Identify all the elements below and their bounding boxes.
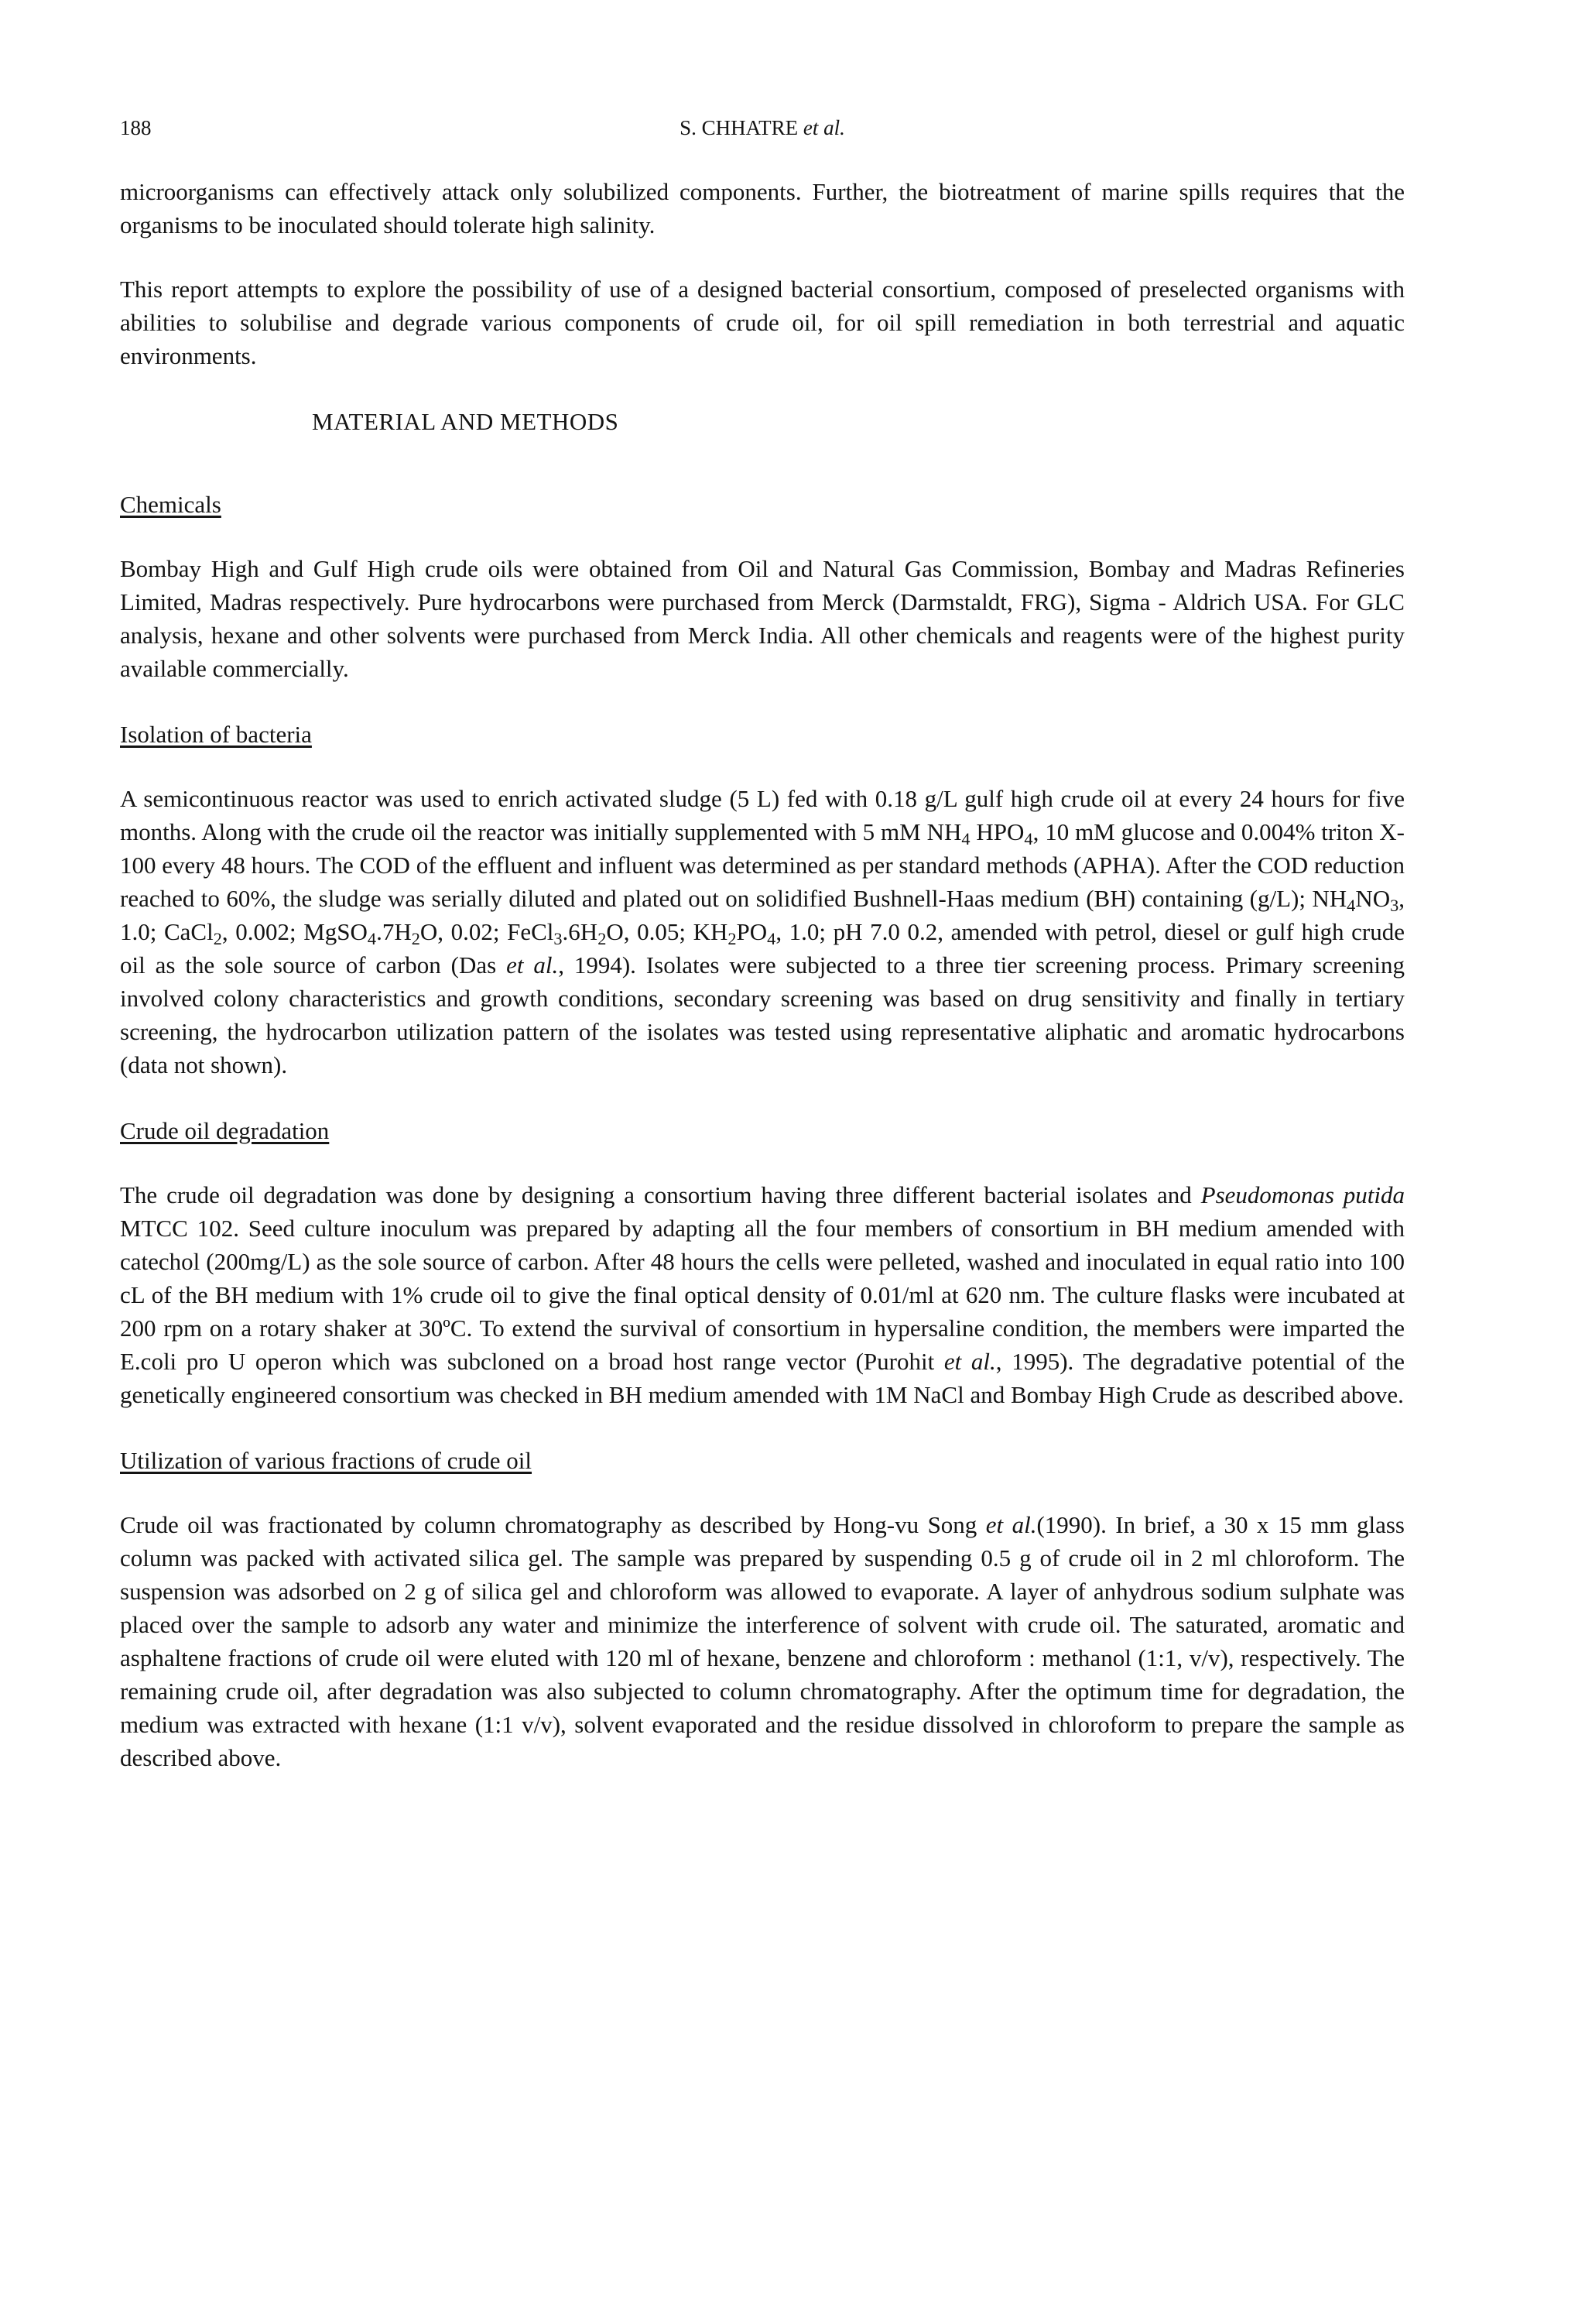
running-head-author <box>120 116 1405 139</box>
fractions-paragraph: Crude oil was fractionated by column chromatography as described by Hong-vu Song et al.(1990). In brief, a 30 x 15 mm glass column was packed with activated silica gel. The sample was prepared by suspending 0.5 g of crude oil in 2 ml chloroform. The suspension was adsorbed on 2 g of silica gel and chloroform was allowed to evaporate. A layer of anhydrous sodium sulphate was placed over the sample to adsorb any water and minimize the interference of solvent with crude oil. The saturated, aromatic and asphaltene fractions of crude oil were eluted with 120 ml of hexane, benzene and chloroform : methanol (1:1, v/v), respectively. The remaining crude oil, after degradation was also subjected to column chromatography. After the optimum time for degradation, the medium was extracted with hexane (1:1 v/v), solvent evaporated and the residue dissolved in chloroform to prepare the sample as described above. <box>120 1511 1405 1771</box>
page <box>120 116 1405 1774</box>
section-heading-methods: MATERIAL AND METHODS <box>312 408 619 435</box>
intro-paragraph-2: This report attempts to explore the possibility of use of a designed bacterial consortium, composed of preselected organisms with abilities to solubilise and degrade various components of crude oil, for oil spill remediation in both terrestrial and aquatic environments. <box>120 276 1405 369</box>
subheading-crude-oil-degradation: Crude oil degradation <box>120 1117 330 1144</box>
subheading-chemicals: Chemicals <box>120 491 221 518</box>
isolation-paragraph: A semicontinuous reactor was used to enrich activated sludge (5 L) fed with 0.18 g/L gulf high crude oil at every 24 hours for five months. Along with the crude oil the reactor was initially supplemented with 5 mM $NH_4$ $HPO_4$, 10 mM glucose and 0.004% triton X-100 every 48 hours. The COD of the effluent and influent was determined as per standard methods (APHA). After the COD reduction reached to 60%, the sludge was serially diluted and plated out on solidified Bushnell-Haas medium (BH) containing (g/L); $NH_4NO_3$, 1.0; CaCl$_2$, 0.002; $MgSO_4.7H_2O$, 0.02; $FeCl_3.6H_2O$, 0.05; $KH_2PO_4$, 1.0; pH 7.0 0.2, amended with petrol, diesel or gulf high crude oil as the sole source of carbon (Das et al., 1994). Isolates were subjected to a three tier screening process. Primary screening involved colony characteristics and growth conditions, secondary screening was based on drug sensitivity and finally in tertiary screening, the hydrocarbon utilization pattern of the isolates was tested using representative aliphatic and aromatic hydrocarbons (data not shown). <box>120 785 1405 1078</box>
running-head <box>120 116 1405 147</box>
page-number: 188 <box>120 116 152 139</box>
author-name: S. CHHATRE <box>680 116 799 139</box>
intro-paragraph-1: microorganisms can effectively attack only solubilized components. Further, the biotreatment of marine spills requires that the organisms to be inoculated should tolerate high salinity. <box>120 178 1405 238</box>
crude-oil-degradation-paragraph: The crude oil degradation was done by designing a consortium having three different bacterial isolates and Pseudomonas putida MTCC 102. Seed culture inoculum was prepared by adapting all the four members of consortium in BH medium amended with catechol (200mg/L) as the sole source of carbon. After 48 hours the cells were pelleted, washed and inoculated in equal ratio into 100 cL of the BH medium with 1% crude oil to give the final optical density of 0.01/ml at 620 nm. The culture flasks were incubated at 200 rpm on a rotary shaker at 30ºC. To extend the survival of consortium in hypersaline condition, the members were imparted the E.coli pro U operon which was subcloned on a broad host range vector (Purohit et al., 1995). The degradative potential of the genetically engineered consortium was checked in BH medium amended with 1M NaCl and Bombay High Crude as described above. <box>120 1181 1405 1408</box>
subheading-fractions: Utilization of various fractions of crude oil <box>120 1447 532 1474</box>
subheading-isolation: Isolation of bacteria <box>120 721 312 748</box>
author-et-al: et al. <box>803 116 845 139</box>
chemicals-paragraph: Bombay High and Gulf High crude oils were obtained from Oil and Natural Gas Commission, Bombay and Madras Refineries Limited, Madras respectively. Pure hydrocarbons were purchased from Merck (Darmstaldt, FRG), Sigma - Aldrich USA. For GLC analysis, hexane and other solvents were purchased from Merck India. All other chemicals and reagents were of the highest purity available commercially. <box>120 555 1405 682</box>
